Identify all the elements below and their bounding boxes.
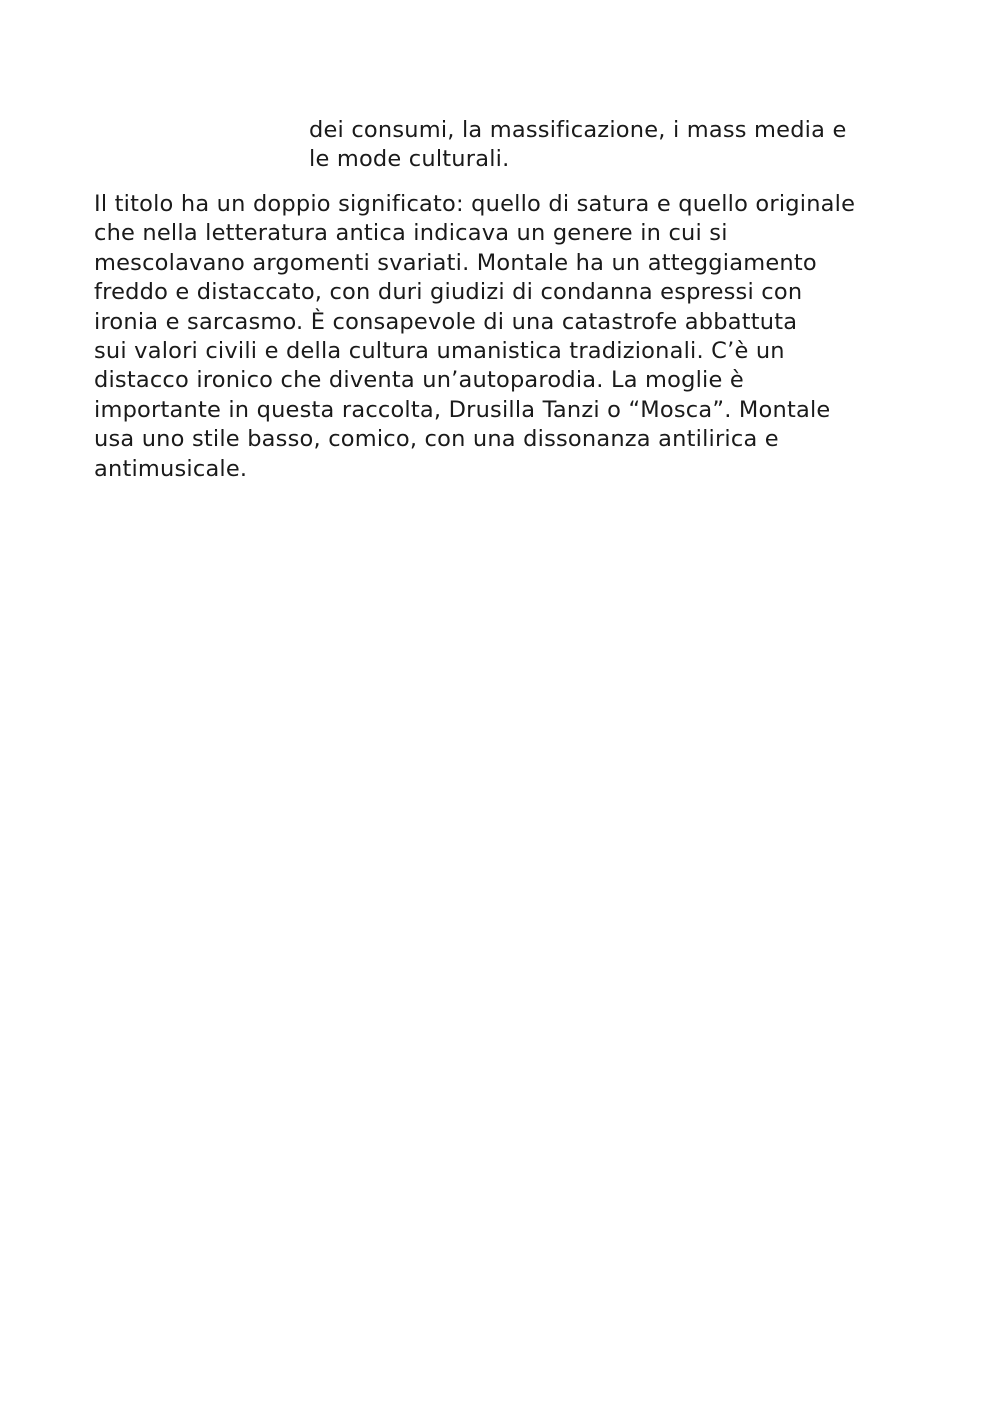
- text-line: mescolavano argomenti svariati. Montale ha un atteggiamento: [94, 249, 817, 276]
- text-line: distacco ironico che diventa un’autoparodia. La moglie è: [94, 367, 744, 394]
- text-line: ironia e sarcasmo. È consapevole di una catastrofe abbattuta: [94, 308, 798, 335]
- text-line: freddo e distaccato, con duri giudizi di condanna espressi con: [94, 279, 803, 306]
- text-line: usa uno stile basso, comico, con una dissonanza antilirica e: [94, 426, 779, 453]
- continuation-text: [309, 116, 909, 175]
- text-line: sui valori civili e della cultura umanistica tradizionali. C’è un: [94, 338, 785, 365]
- text-line: Il titolo ha un doppio significato: quello di satura e quello originale: [94, 191, 856, 217]
- text-line: dei consumi, la massificazione, i mass media e: [309, 117, 847, 143]
- text-line: le mode culturali.: [309, 146, 510, 173]
- body-paragraph: [94, 190, 924, 484]
- text-line: importante in questa raccolta, Drusilla Tanzi o “Mosca”. Montale: [94, 396, 831, 423]
- text-line: che nella letteratura antica indicava un genere in cui si: [94, 220, 728, 247]
- text-line: antimusicale.: [94, 455, 248, 482]
